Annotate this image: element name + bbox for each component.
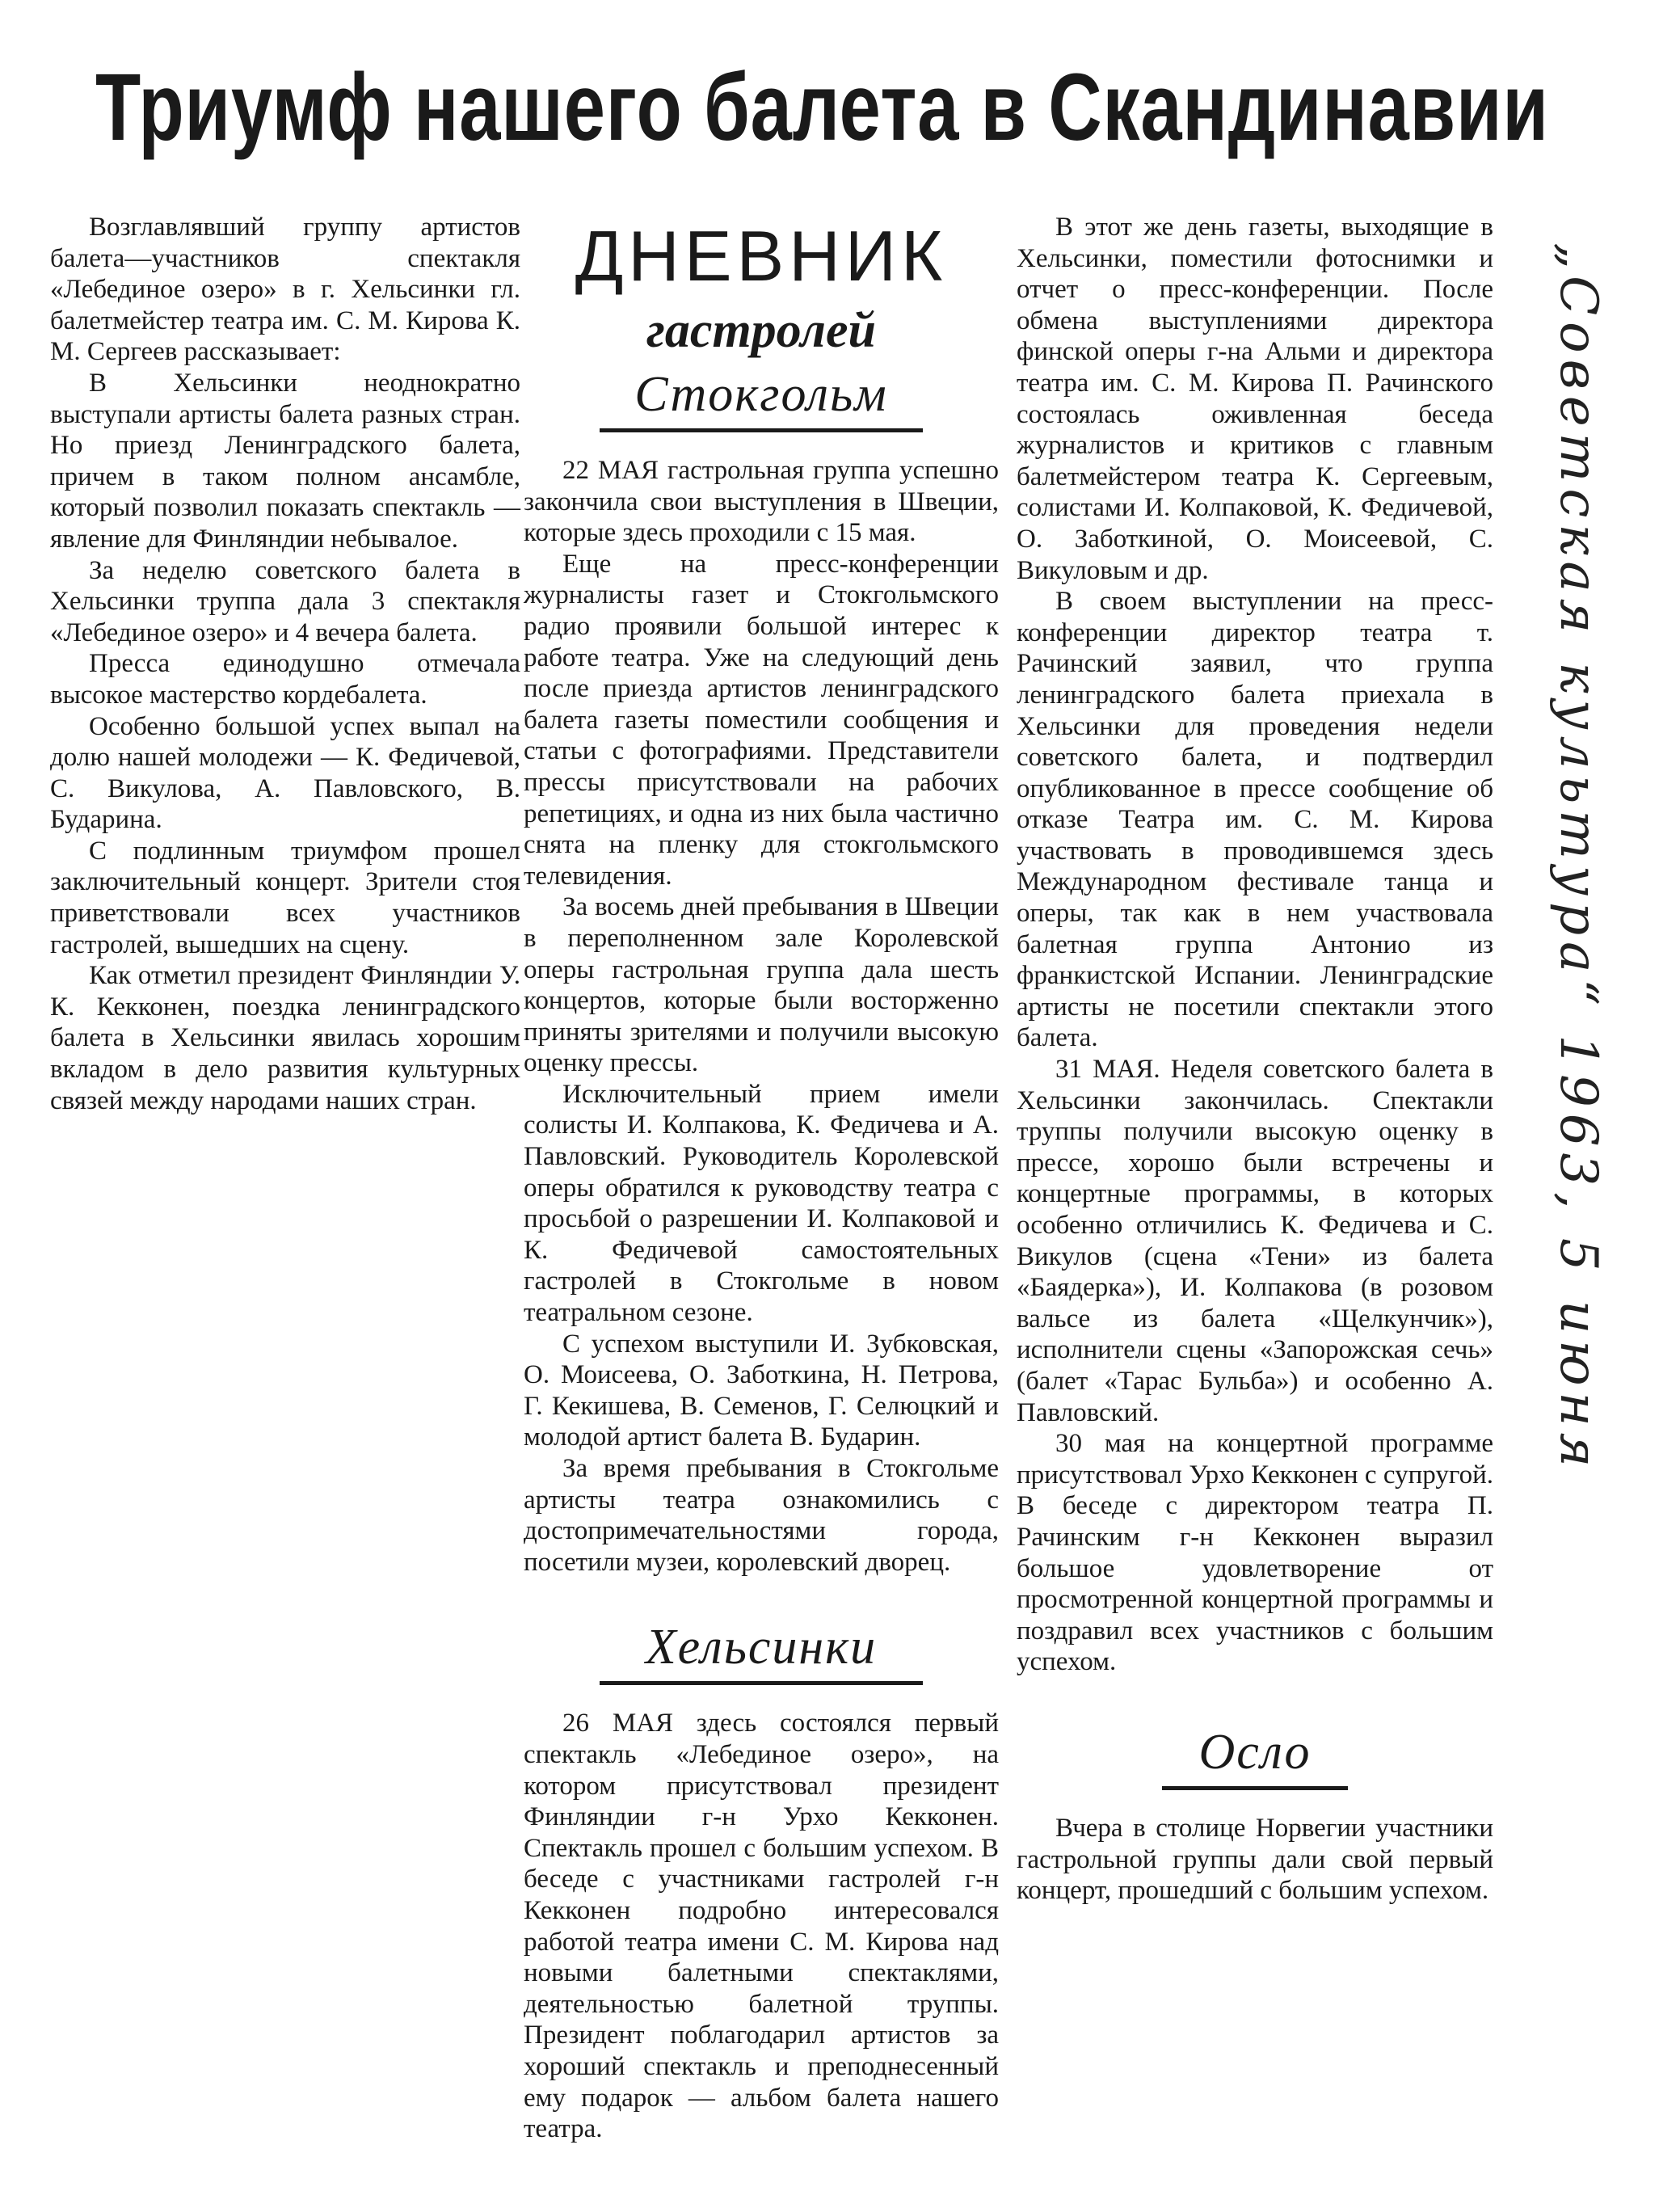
paragraph: Особенно большой успех выпал на долю нашей молодежи — К. Федичевой, С. Викулова, А. Павловского, В. Бударина.: [50, 711, 520, 835]
paragraph: За неделю советского балета в Хельсинки труппа дала 3 спектакля «Лебединое озеро» и 4 вечера балета.: [50, 555, 520, 647]
oslo-section: [1017, 1718, 1493, 1907]
paragraph: С успехом выступили И. Зубковская, О. Моисеева, О. Заботкина, Н. Петрова, Г. Кекишева, В. Семенов, Г. Селюцкий и молодой артист балета В. Бударин.: [524, 1329, 999, 1452]
paragraph: 22 МАЯ гастрольная группа успешно закончила свои выступления в Швеции, которые здесь проходили с 15 мая.: [524, 456, 999, 548]
heading-rule: [600, 428, 923, 432]
paragraph: С подлинным триумфом прошел заключительный концерт. Зрители стоя приветствовали всех участников гастролей, вышедших на сцену.: [50, 836, 520, 959]
paragraph: 26 МАЯ здесь состоялся первый спектакль «Лебединое озеро», на котором присутствовал президент Финляндии г-н Урхо Кекконен. Спектакль прошел с большим успехом. В беседе с участниками гастролей г-н Кекконен подробно интересовался работой театра имени С. М. Кирова над новыми балетными спектаклями, деятельностью балетной труппы. Президент поблагодарил артистов за хороший спектакль и преподнесенный ему подарок — альбом балета нашего театра.: [524, 1709, 999, 2144]
paragraph: В этот же день газеты, выходящие в Хельсинки, поместили фотоснимки и отчет о пресс-конференции. После обмена выступлениями директора финской оперы г-на Альми и директора театра им. С. М. Кирова П. Рачинского состоялась оживленная беседа журналистов и критиков с главным балетмейстером театра К. Сергеевым, солистами И. Колпаковой, К. Федичевой, О. Заботкиной, О. Моисеевой, С. Викуловым и др.: [1017, 213, 1493, 585]
paragraph: Еще на пресс-конференции журналисты газет и Стокгольмского радио проявили большой интерес к работе театра. Уже на следующий день после приезда артистов ленинградского балета газеты поместили сообщения и статьи с фотографиями. Представители прессы присутствовали на рабочих репетициях, и одна из них была частично снята на пленку для стокгольмского телевидения.: [524, 549, 999, 891]
handwritten-note: „Советская культура“ 1963, 5 июня: [1548, 242, 1608, 1474]
paragraph: 31 МАЯ. Неделя советского балета в Хельсинки закончилась. Спектакли труппы получили высокую оценку в прессе, хорошо были встречены и концертные программы, в которых особенно отличились К. Федичева и С. Викулов (сцена «Тени» из балета «Баядерка»), И. Колпакова (в розовом вальсе из балета «Щелкунчик»), исполнители сцены «Запорожская сечь» (балет «Тарас Бульба») и особенно А. Павловский.: [1017, 1055, 1493, 1427]
paragraph: 30 мая на концертной программе присутствовал Урхо Кекконен с супругой. В беседе с директором театра П. Рачинским г-н Кекконен выразил большое удовлетворение от просмотренной концертной программы и поздравил всех участников с большим успехом.: [1017, 1429, 1493, 1677]
diary-subtitle: гастролей: [646, 303, 876, 358]
paragraph: Вчера в столице Норвегии участники гастрольной группы дали свой первый концерт, прошедший с большим успехом.: [1017, 1813, 1493, 1906]
column-continued: [1017, 212, 1493, 1907]
headline: Триумф нашего балета в Скандинавии: [95, 54, 1549, 161]
paragraph: За восемь дней пребывания в Швеции в переполненном зале Королевской оперы гастрольная группа дала шесть концертов, которые были восторженно приняты зрителями и получили высокую оценку прессы.: [524, 892, 999, 1078]
paragraph: Как отметил президент Финляндии У. К. Кекконен, поездка ленинградского балета в Хельсинки явилась хорошим вкладом в дело развития культурных связей между народами наших стран.: [50, 961, 520, 1115]
paragraph: В Хельсинки неоднократно выступали артисты балета разных стран. Но приезд Ленинградского балета, причем в таком полном ансамбле, который позволил показать спектакль — явление для Финляндии небывалое.: [50, 368, 520, 554]
stockholm-heading: Стокгольм: [634, 367, 888, 422]
heading-rule: [1162, 1786, 1348, 1790]
paragraph: Пресса единодушно отмечала высокое мастерство кордебалета.: [50, 649, 520, 710]
paragraph: Исключительный прием имели солисты И. Колпакова, К. Федичева и А. Павловский. Руководитель Королевской оперы обратился к руководству театра с просьбой о разрешении И. Колпаковой и К. Федичевой самостоятельных гастролей в Стокгольме в новом театральном сезоне.: [524, 1079, 999, 1328]
paragraph: За время пребывания в Стокгольме артисты театра ознакомились с достопримечательностями города, посетили музеи, королевский дворец.: [524, 1454, 999, 1577]
oslo-heading: Осло: [1198, 1724, 1312, 1780]
diary-title: ДНЕВНИК: [575, 216, 948, 296]
paragraph: Возглавлявший группу артистов балета—участников спектакля «Лебединое озеро» в г. Хельсинки гл. балетмейстер театра им. С. М. Кирова К. М. Сергеев рассказывает:: [50, 213, 520, 367]
paragraph: В своем выступлении на пресс-конференции директор театра т. Рачинский заявил, что группа ленинградского балета приехала в Хельсинки для проведения недели советского балета, и подтвердил опубликованное в прессе сообщение об отказе Театра им. С. М. Кирова участвовать в проводившемся здесь Международном фестивале танца и оперы, так как в нем участвовала балетная группа Антонио из франкистской Испании. Ленинградские артисты не посетили спектакли этого балета.: [1017, 587, 1493, 1053]
helsinki-section: [524, 1613, 999, 2144]
heading-rule: [600, 1681, 923, 1685]
stockholm-section: [524, 360, 999, 1578]
column-intro: [50, 212, 520, 1116]
column-diary: [524, 212, 999, 2145]
helsinki-heading: Хельсинки: [645, 1620, 878, 1675]
